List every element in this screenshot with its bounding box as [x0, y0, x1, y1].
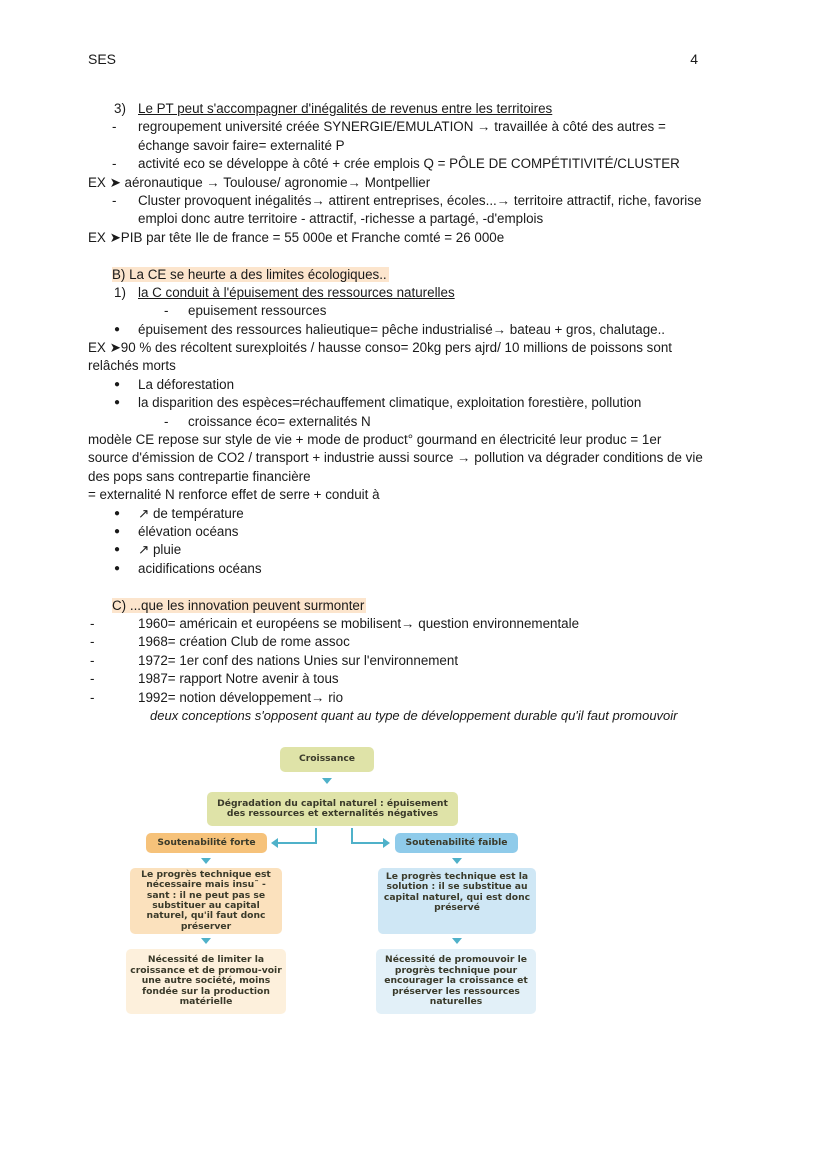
arrow-down-icon: [322, 778, 332, 784]
notes-content: [88, 100, 738, 725]
arrow-left-icon: [271, 838, 278, 848]
section-heading: C) ...que les innovation peuvent surmonter: [112, 597, 365, 613]
diagram-box-degradation: Dégradation du capital naturel : épuisement des ressources et externalités négatives: [207, 792, 458, 826]
diagram-box-soutenabilite-forte: Soutenabilité forte: [146, 833, 267, 853]
subsection-heading: 3) Le PT peut s'accompagner d'inégalités de revenus entre les territoires: [114, 101, 553, 116]
document-title: SES: [88, 51, 117, 67]
list-item: - regroupement université créée SYNERGIE/EMULATION → travaillée à côté des autres =: [112, 119, 666, 135]
arrow-down-icon: [201, 938, 211, 944]
paragraph-line: modèle CE repose sur style de vie + mode de product° gourmand en électricité leur produc = 1er: [88, 432, 662, 448]
timeline-item: - 1972= 1er conf des nations Unies sur l'environnement: [90, 652, 459, 668]
list-item: - epuisement ressources: [164, 303, 327, 319]
diagram-box-soutenabilite-faible: Soutenabilité faible: [395, 833, 518, 853]
section-heading: B) La CE se heurte a des limites écologiques..: [112, 266, 387, 282]
list-item-continuation: échange savoir faire= externalité P: [138, 137, 345, 153]
timeline-item: - 1968= création Club de rome assoc: [90, 634, 350, 650]
sustainability-diagram: [120, 742, 540, 1020]
diagram-box-forte-progres: Le progrès technique est nécessaire mais insu˜ - sant : il ne peut pas se substituer au capital naturel, qu'il faut donc préserver: [130, 868, 282, 934]
page-header: [88, 51, 698, 69]
example-line-continuation: relâchés morts: [88, 358, 176, 374]
example-line: EX ➤PIB par tête Ile de france = 55 000e et Franche comté = 26 000e: [88, 229, 505, 245]
italic-note: deux conceptions s'opposent quant au type de développement durable qu'il faut promouvoir: [150, 707, 678, 723]
diagram-box-faible-necessite: Nécessité de promouvoir le progrès technique pour encourager la croissance et préserver les ressources naturelles: [376, 949, 536, 1014]
timeline-item: - 1960= américain et européens se mobilisent→ question environnementale: [90, 615, 580, 631]
page-number: 4: [690, 51, 698, 67]
subsection-heading: 1) la C conduit à l'épuisement des ressources naturelles: [114, 284, 455, 300]
diagram-box-croissance: Croissance: [280, 747, 374, 772]
arrow-down-icon: [452, 858, 462, 864]
arrow-down-icon: [452, 938, 462, 944]
diagram-box-faible-progres: Le progrès technique est la solution : il se substitue au capital naturel, qui est donc préservé: [378, 868, 536, 934]
connector-line: [351, 842, 384, 844]
bullet-item: ● ↗ pluie: [114, 542, 182, 558]
example-line: EX ➤ aéronautique → Toulouse/ agronomie→ Montpellier: [88, 174, 431, 190]
diagram-box-forte-necessite: Nécessité de limiter la croissance et de promou-voir une autre société, moins fondée sur la production matérielle: [126, 949, 286, 1014]
list-item: - activité eco se développe à côté + crée emplois Q = PÔLE DE COMPÉTITIVITÉ/CLUSTER: [112, 156, 680, 172]
timeline-item: - 1992= notion développement→ rio: [90, 689, 344, 705]
arrow-right-icon: [383, 838, 390, 848]
bullet-item: ● La déforestation: [114, 376, 235, 392]
bullet-item: ● acidifications océans: [114, 560, 262, 576]
bullet-item: ● ↗ de température: [114, 505, 244, 521]
example-line: EX ➤90 % des récoltent surexploités / hausse conso= 20kg pers ajrd/ 10 millions de poissons sont: [88, 340, 672, 356]
list-item: - Cluster provoquent inégalités→ attirent entreprises, écoles...→ territoire attractif, riche, favorise: [112, 192, 702, 208]
timeline-item: - 1987= rapport Notre avenir à tous: [90, 671, 339, 687]
list-item: - croissance éco= externalités N: [164, 413, 371, 429]
list-item-continuation: emploi donc autre territoire - attractif, -richesse a partagé, -d'emplois: [138, 211, 544, 227]
paragraph-line: des pops sans contrepartie financière: [88, 468, 311, 484]
arrow-down-icon: [201, 858, 211, 864]
bullet-item: ● épuisement des ressources halieutique= pêche industrialisé→ bateau + gros, chalutage..: [114, 321, 666, 337]
bullet-item: ● la disparition des espèces=réchauffement climatique, exploitation forestière, pollution: [114, 395, 642, 411]
connector-line: [278, 842, 317, 844]
paragraph-line: = externalité N renforce effet de serre + conduit à: [88, 487, 380, 503]
paragraph-line: source d'émission de CO2 / transport + industrie aussi source → pollution va dégrader conditions de vie: [88, 450, 703, 466]
bullet-item: ● élévation océans: [114, 523, 239, 539]
